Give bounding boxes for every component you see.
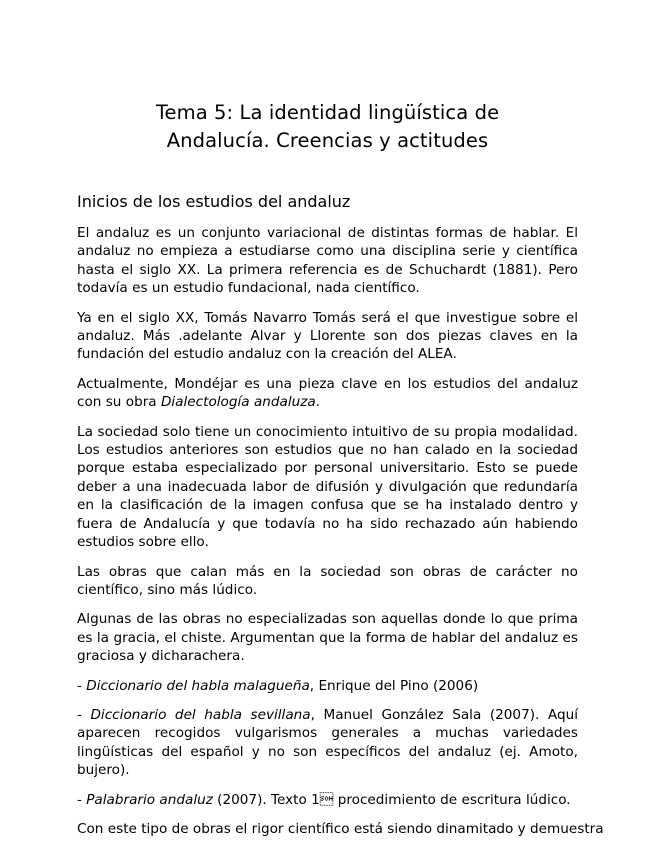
document-title-line-2: Andalucía. Creencias y actitudes (166, 129, 489, 152)
book-title-sevillana: Diccionario del habla sevillana (90, 706, 311, 723)
book-title-dialectologia: Dialectología andaluza (160, 394, 316, 411)
paragraph-6: Algunas de las obras no especializadas son aquellas donde lo que prima es la gracia, el chiste. Argumentan que la forma de hablar del andaluz es graciosa y dicharachera. (77, 611, 578, 665)
list-item-palabrario-text: (2007). Texto 1 procedimiento de escritura lúdico. (212, 791, 571, 808)
document-title-line-1: Tema 5: La identidad lingüística de (155, 101, 500, 124)
paragraph-1: El andaluz es un conjunto variacional de distintas formas de hablar. El andaluz no empieza a estudiarse como una disciplina serie y científica hasta el siglo XX. La primera referencia es de Schuchardt (1881). Pero todavía es un estudio fundacional, nada científico. (77, 225, 578, 297)
document-page (77, 0, 604, 838)
book-title-malaguena: Diccionario del habla malagueña (86, 677, 310, 694)
paragraph-4: La sociedad solo tiene un conocimiento intuitivo de su propia modalidad. Los estudios anteriores son estudios que no han calado en la sociedad porque estaba especializado por personal universitario. Esto se puede deber a una inadecuada labor de difusión y divulgación que redundaría en la clasificación de la imagen confusa que se ha instalado dentro y fuera de Andalucía y que todavía no ha sido rechazado aún habiendo estudios sobre ello. (77, 423, 578, 551)
paragraph-3-end: . (315, 394, 321, 411)
list-item-sevillana (77, 706, 578, 780)
paragraph-5: Las obras que calan más en la sociedad son obras de carácter no científico, sino más lúdico. (77, 563, 578, 598)
list-item-malaguena-text: , Enrique del Pino (2006) (309, 677, 479, 694)
paragraph-final: Con este tipo de obras el rigor científico está siendo dinamitado y demuestra (77, 820, 604, 837)
paragraph-3 (77, 375, 578, 412)
list-dash: - (77, 677, 87, 694)
paragraph-3-text: Actualmente, Mondéjar es una pieza clave en los estudios del andaluz con su obra (77, 375, 578, 411)
section-heading: Inicios de los estudios del andaluz (77, 192, 351, 211)
list-item-sevillana-text: , Manuel González Sala (2007). Aquí aparecen recogidos vulgarismos generales a muchas variedades lingüísticas del español y no son específicos del andaluz (ej. Amoto, bujero). (77, 706, 578, 779)
list-dash: - (77, 706, 91, 723)
list-item-palabrario (77, 791, 578, 809)
list-dash: - (77, 791, 87, 808)
list-item-malaguena (77, 677, 578, 695)
document-title (77, 0, 578, 155)
paragraph-2: Ya en el siglo XX, Tomás Navarro Tomás será el que investigue sobre el andaluz. Más .adelante Alvar y Llorente son dos piezas claves en la fundación del estudio andaluz con la creación del ALEA. (77, 309, 578, 363)
book-title-palabrario: Palabrario andaluz (86, 791, 213, 808)
